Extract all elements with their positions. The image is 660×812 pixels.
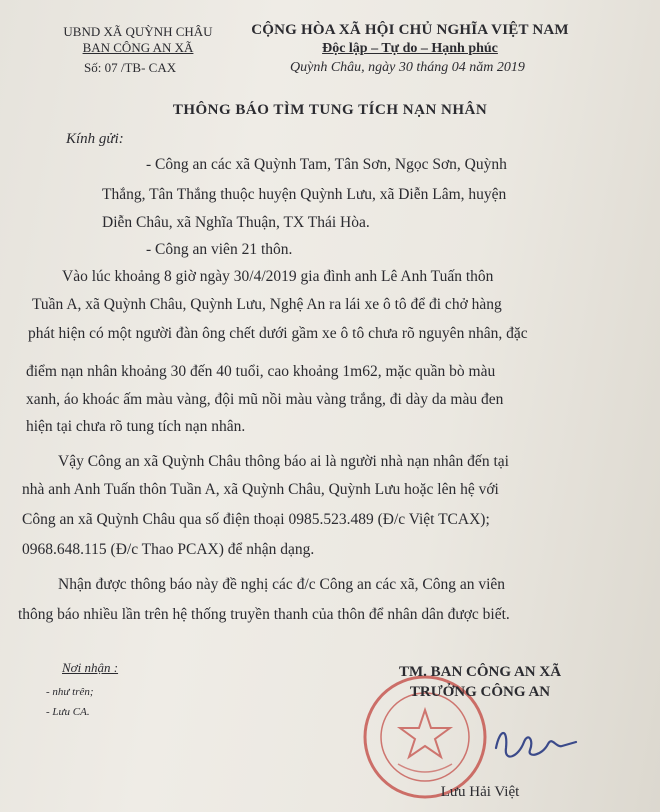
body-line: 0968.648.115 (Đ/c Thao PCAX) để nhận dạng. (22, 541, 315, 558)
body-line: thông báo nhiều lần trên hệ thống truyền thanh của thôn để nhân dân được biết. (18, 606, 510, 623)
body-line: hiện tại chưa rõ tung tích nạn nhân. (26, 418, 246, 435)
body-line: - Công an viên 21 thôn. (146, 241, 293, 258)
recipients-label: Nơi nhận : (62, 660, 119, 675)
body-line: Vào lúc khoảng 8 giờ ngày 30/4/2019 gia đình anh Lê Anh Tuấn thôn (62, 268, 494, 285)
national-header (250, 22, 570, 57)
place-and-date: Quỳnh Châu, ngày 30 tháng 04 năm 2019 (290, 60, 525, 75)
body-line: Nhận được thông báo này đề nghị các đ/c Công an các xã, Công an viên (58, 576, 506, 593)
country-name: CỘNG HÒA XÃ HỘI CHỦ NGHĨA VIỆT NAM (251, 22, 569, 38)
handwritten-signature (490, 718, 580, 768)
recipient-item: - như trên; (46, 686, 94, 698)
body-line: Tuần A, xã Quỳnh Châu, Quỳnh Lưu, Nghệ An ra lái xe ô tô để đi chở hàng (32, 296, 502, 313)
document-title: THÔNG BÁO TÌM TUNG TÍCH NẠN NHÂN (172, 102, 488, 118)
signature-position-line: TRƯỞNG CÔNG AN (409, 684, 551, 700)
body-line: phát hiện có một người đàn ông chết dưới gầm xe ô tô chưa rõ nguyên nhân, đặc (28, 325, 528, 342)
body-line: Thắng, Tân Thắng thuộc huyện Quỳnh Lưu, xã Diễn Lâm, huyện (102, 186, 507, 203)
signer-name: Lưu Hải Việt (440, 784, 520, 800)
document-number: Số: 07 /TB- CAX (84, 60, 177, 75)
org-line-2: BAN CÔNG AN XÃ (82, 40, 194, 55)
body-line: xanh, áo khoác ấm màu vàng, đội mũ nồi màu vàng trắng, đi dày da màu đen (26, 391, 504, 408)
recipient-item: - Lưu CA. (46, 706, 90, 718)
body-line: Diễn Châu, xã Nghĩa Thuận, TX Thái Hòa. (102, 214, 370, 231)
national-motto: Độc lập – Tự do – Hạnh phúc (322, 41, 498, 56)
body-line: nhà anh Anh Tuấn thôn Tuần A, xã Quỳnh Châu, Quỳnh Lưu hoặc lên hệ với (22, 481, 499, 498)
body-line: - Công an các xã Quỳnh Tam, Tân Sơn, Ngọc Sơn, Quỳnh (146, 156, 507, 173)
greeting: Kính gửi: (66, 131, 124, 147)
org-line-1: UBND XÃ QUỲNH CHÂU (63, 24, 213, 39)
body-line: Vậy Công an xã Quỳnh Châu thông báo ai là người nhà nạn nhân đến tại (58, 453, 509, 470)
body-line: Công an xã Quỳnh Châu qua số điện thoại 0985.523.489 (Đ/c Việt TCAX); (22, 511, 490, 528)
issuing-organization (38, 24, 238, 56)
body-line: điểm nạn nhân khoảng 30 đến 40 tuổi, cao khoảng 1m62, mặc quần bò màu (26, 363, 496, 380)
signature-authority-line: TM. BAN CÔNG AN XÃ (398, 664, 562, 680)
